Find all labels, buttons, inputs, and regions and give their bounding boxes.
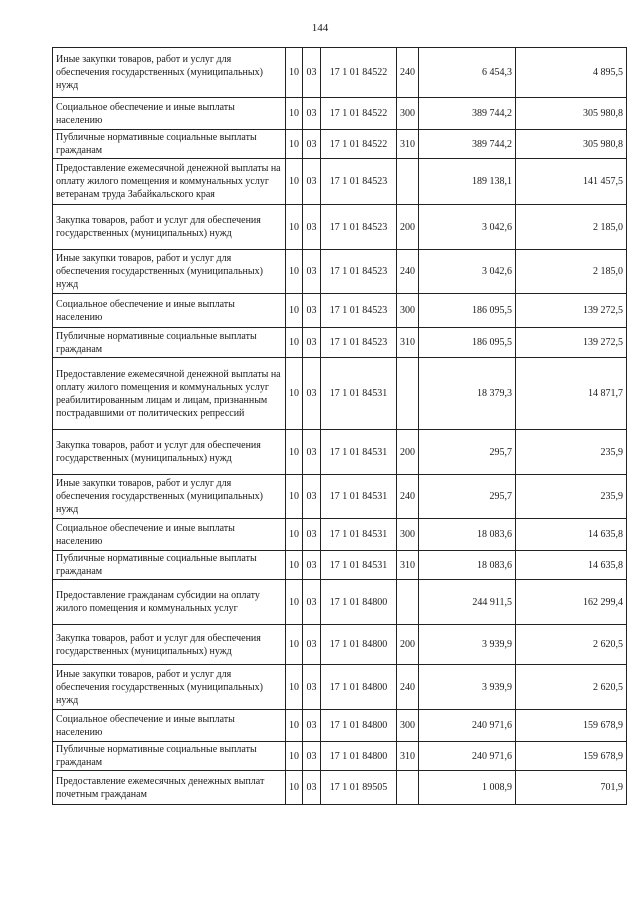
row-subsection: 03 (303, 250, 321, 294)
row-sum-2: 235,9 (516, 475, 627, 519)
row-target-code: 17 1 01 84522 (321, 48, 397, 98)
row-section: 10 (286, 771, 303, 805)
row-sum-2: 141 457,5 (516, 159, 627, 205)
row-sum-1: 18 083,6 (419, 519, 516, 551)
table-row (53, 328, 627, 358)
row-section: 10 (286, 742, 303, 771)
row-target-code: 17 1 01 84531 (321, 430, 397, 475)
row-sum-2: 14 635,8 (516, 519, 627, 551)
row-name: Публичные нормативные социальные выплаты гражданам (53, 742, 286, 771)
table-row (53, 771, 627, 805)
row-sum-2: 14 635,8 (516, 551, 627, 580)
row-sum-2: 159 678,9 (516, 742, 627, 771)
row-sum-2: 235,9 (516, 430, 627, 475)
row-subsection: 03 (303, 742, 321, 771)
row-section: 10 (286, 475, 303, 519)
row-subsection: 03 (303, 358, 321, 430)
row-name: Предоставление ежемесячной денежной выплаты на оплату жилого помещения и коммунальных услуг ветеранам труда Забайкальского края (53, 159, 286, 205)
row-section: 10 (286, 625, 303, 665)
row-name: Иные закупки товаров, работ и услуг для обеспечения государственных (муниципальных) нужд (53, 665, 286, 710)
row-name: Иные закупки товаров, работ и услуг для обеспечения государственных (муниципальных) нужд (53, 48, 286, 98)
table-row (53, 358, 627, 430)
row-section: 10 (286, 665, 303, 710)
row-section: 10 (286, 358, 303, 430)
row-sum-1: 6 454,3 (419, 48, 516, 98)
row-name: Публичные нормативные социальные выплаты гражданам (53, 130, 286, 159)
row-name: Предоставление ежемесячных денежных выплат почетным гражданам (53, 771, 286, 805)
row-section: 10 (286, 328, 303, 358)
row-sum-2: 2 185,0 (516, 250, 627, 294)
row-target-code: 17 1 01 84522 (321, 98, 397, 130)
row-name: Закупка товаров, работ и услуг для обеспечения государственных (муниципальных) нужд (53, 430, 286, 475)
row-expense-type: 300 (397, 98, 419, 130)
row-subsection: 03 (303, 98, 321, 130)
table-row (53, 551, 627, 580)
row-expense-type: 300 (397, 710, 419, 742)
table-row (53, 580, 627, 625)
table-row (53, 205, 627, 250)
row-target-code: 17 1 01 89505 (321, 771, 397, 805)
row-sum-2: 139 272,5 (516, 328, 627, 358)
row-sum-2: 2 620,5 (516, 665, 627, 710)
row-expense-type (397, 771, 419, 805)
row-expense-type (397, 580, 419, 625)
table-row (53, 430, 627, 475)
budget-table-body (53, 48, 627, 805)
row-section: 10 (286, 130, 303, 159)
row-name: Иные закупки товаров, работ и услуг для обеспечения государственных (муниципальных) нужд (53, 250, 286, 294)
row-sum-1: 389 744,2 (419, 98, 516, 130)
row-target-code: 17 1 01 84523 (321, 250, 397, 294)
table-row (53, 159, 627, 205)
row-subsection: 03 (303, 328, 321, 358)
row-sum-1: 295,7 (419, 475, 516, 519)
row-section: 10 (286, 710, 303, 742)
row-expense-type: 240 (397, 475, 419, 519)
row-name: Закупка товаров, работ и услуг для обеспечения государственных (муниципальных) нужд (53, 205, 286, 250)
row-sum-2: 2 620,5 (516, 625, 627, 665)
row-sum-1: 1 008,9 (419, 771, 516, 805)
row-expense-type: 310 (397, 130, 419, 159)
row-section: 10 (286, 580, 303, 625)
row-expense-type: 240 (397, 48, 419, 98)
row-name: Социальное обеспечение и иные выплаты населению (53, 294, 286, 328)
row-subsection: 03 (303, 159, 321, 205)
row-subsection: 03 (303, 665, 321, 710)
row-name: Социальное обеспечение и иные выплаты населению (53, 98, 286, 130)
row-sum-2: 162 299,4 (516, 580, 627, 625)
row-sum-2: 159 678,9 (516, 710, 627, 742)
row-sum-2: 305 980,8 (516, 130, 627, 159)
budget-table (52, 47, 627, 805)
row-subsection: 03 (303, 294, 321, 328)
row-target-code: 17 1 01 84523 (321, 294, 397, 328)
row-target-code: 17 1 01 84531 (321, 551, 397, 580)
row-section: 10 (286, 294, 303, 328)
row-section: 10 (286, 551, 303, 580)
table-row (53, 294, 627, 328)
row-subsection: 03 (303, 430, 321, 475)
row-name: Публичные нормативные социальные выплаты гражданам (53, 551, 286, 580)
row-sum-1: 244 911,5 (419, 580, 516, 625)
table-row (53, 742, 627, 771)
row-subsection: 03 (303, 48, 321, 98)
row-target-code: 17 1 01 84522 (321, 130, 397, 159)
row-subsection: 03 (303, 625, 321, 665)
row-section: 10 (286, 430, 303, 475)
row-subsection: 03 (303, 130, 321, 159)
row-sum-1: 389 744,2 (419, 130, 516, 159)
row-expense-type: 300 (397, 294, 419, 328)
row-sum-1: 240 971,6 (419, 710, 516, 742)
row-subsection: 03 (303, 580, 321, 625)
row-section: 10 (286, 250, 303, 294)
row-subsection: 03 (303, 519, 321, 551)
row-name: Предоставление гражданам субсидии на оплату жилого помещения и коммунальных услуг (53, 580, 286, 625)
row-expense-type: 300 (397, 519, 419, 551)
row-expense-type: 310 (397, 551, 419, 580)
row-expense-type (397, 159, 419, 205)
row-sum-2: 2 185,0 (516, 205, 627, 250)
row-expense-type (397, 358, 419, 430)
row-subsection: 03 (303, 475, 321, 519)
table-row (53, 710, 627, 742)
row-sum-2: 139 272,5 (516, 294, 627, 328)
row-target-code: 17 1 01 84531 (321, 475, 397, 519)
row-sum-2: 305 980,8 (516, 98, 627, 130)
row-expense-type: 240 (397, 665, 419, 710)
row-sum-2: 14 871,7 (516, 358, 627, 430)
row-subsection: 03 (303, 205, 321, 250)
row-expense-type: 310 (397, 742, 419, 771)
row-expense-type: 240 (397, 250, 419, 294)
row-section: 10 (286, 98, 303, 130)
row-target-code: 17 1 01 84523 (321, 205, 397, 250)
table-row (53, 250, 627, 294)
row-sum-1: 3 939,9 (419, 625, 516, 665)
row-name: Публичные нормативные социальные выплаты гражданам (53, 328, 286, 358)
page-number: 144 (311, 22, 329, 34)
row-name: Иные закупки товаров, работ и услуг для обеспечения государственных (муниципальных) нужд (53, 475, 286, 519)
table-row (53, 519, 627, 551)
row-section: 10 (286, 159, 303, 205)
row-sum-1: 240 971,6 (419, 742, 516, 771)
row-expense-type: 200 (397, 205, 419, 250)
table-row (53, 625, 627, 665)
row-target-code: 17 1 01 84531 (321, 358, 397, 430)
row-sum-1: 295,7 (419, 430, 516, 475)
row-section: 10 (286, 519, 303, 551)
row-section: 10 (286, 48, 303, 98)
row-sum-1: 189 138,1 (419, 159, 516, 205)
row-target-code: 17 1 01 84523 (321, 159, 397, 205)
row-target-code: 17 1 01 84523 (321, 328, 397, 358)
row-target-code: 17 1 01 84800 (321, 625, 397, 665)
row-subsection: 03 (303, 771, 321, 805)
table-row (53, 665, 627, 710)
row-expense-type: 310 (397, 328, 419, 358)
row-name: Социальное обеспечение и иные выплаты населению (53, 710, 286, 742)
row-target-code: 17 1 01 84800 (321, 742, 397, 771)
row-sum-1: 186 095,5 (419, 294, 516, 328)
row-name: Закупка товаров, работ и услуг для обеспечения государственных (муниципальных) нужд (53, 625, 286, 665)
row-target-code: 17 1 01 84800 (321, 580, 397, 625)
row-sum-1: 18 379,3 (419, 358, 516, 430)
row-expense-type: 200 (397, 625, 419, 665)
table-row (53, 48, 627, 98)
table-row (53, 130, 627, 159)
row-sum-2: 701,9 (516, 771, 627, 805)
row-sum-1: 3 939,9 (419, 665, 516, 710)
row-target-code: 17 1 01 84800 (321, 665, 397, 710)
row-target-code: 17 1 01 84800 (321, 710, 397, 742)
row-sum-1: 186 095,5 (419, 328, 516, 358)
row-target-code: 17 1 01 84531 (321, 519, 397, 551)
row-sum-1: 3 042,6 (419, 205, 516, 250)
row-sum-1: 3 042,6 (419, 250, 516, 294)
row-expense-type: 200 (397, 430, 419, 475)
table-row (53, 98, 627, 130)
row-subsection: 03 (303, 551, 321, 580)
row-subsection: 03 (303, 710, 321, 742)
row-sum-2: 4 895,5 (516, 48, 627, 98)
row-name: Социальное обеспечение и иные выплаты населению (53, 519, 286, 551)
row-section: 10 (286, 205, 303, 250)
table-row (53, 475, 627, 519)
row-sum-1: 18 083,6 (419, 551, 516, 580)
row-name: Предоставление ежемесячной денежной выплаты на оплату жилого помещения и коммунальных услуг реабилитированным лицам и лицам, признанным пострадавшими от политических репрессий (53, 358, 286, 430)
